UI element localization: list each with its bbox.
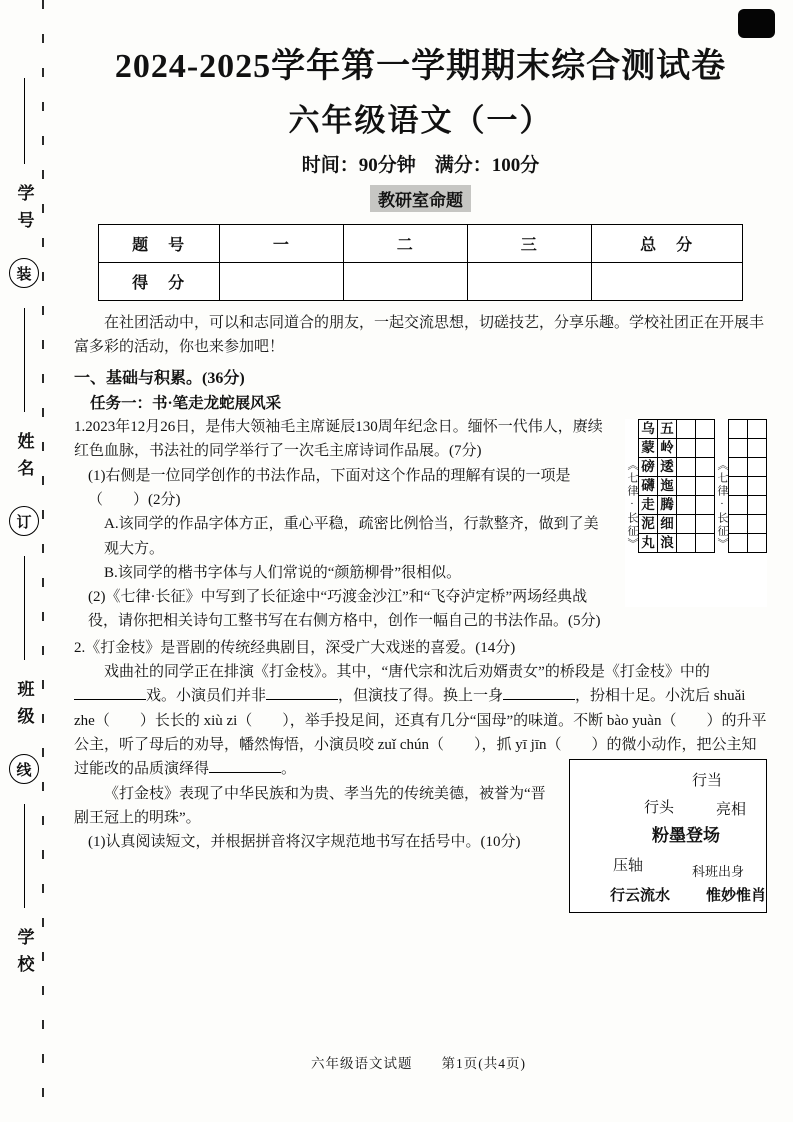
calligraphy-cell: 五	[657, 419, 677, 439]
binding-char-ding: 订	[9, 506, 39, 536]
calligraphy-cell	[728, 533, 748, 553]
q2-text-segment: 戏曲社的同学正在排演《打金枝》。其中，“唐代宗和沈后劝婿责女”的桥段是《打金枝》中的	[104, 664, 710, 681]
field-blank-line	[24, 804, 25, 908]
word-bank-item: 亮相	[716, 802, 747, 819]
field-blank-line	[24, 308, 25, 412]
calligraphy-cell	[747, 533, 767, 553]
calligraphy-cell: 泥	[638, 514, 658, 534]
calligraphy-cell	[676, 533, 696, 553]
calligraphy-cell	[728, 438, 748, 458]
word-bank-item: 压轴	[613, 858, 644, 875]
score-row-label: 得 分	[99, 262, 220, 300]
calligraphy-column-line2	[638, 419, 658, 553]
calligraphy-cell	[695, 533, 715, 553]
calligraphy-cell: 迤	[657, 476, 677, 496]
score-table	[98, 224, 743, 301]
calligraphy-cell: 浪	[657, 533, 677, 553]
q2-text-segment: 戏。小演员们并非	[146, 688, 267, 705]
q2-stem: 2.《打金枝》是晋剧的传统经典剧目，深受广大戏迷的喜爱。(14分)	[74, 639, 516, 656]
calligraphy-cell	[676, 457, 696, 477]
student-info-stack	[8, 78, 40, 982]
calligraphy-empty-column	[695, 419, 715, 553]
question-1	[74, 415, 767, 634]
section-1-heading: 一、基础与积累。(36分)	[74, 370, 245, 388]
calligraphy-cell: 走	[638, 495, 658, 515]
calligraphy-cell	[676, 495, 696, 515]
binding-sidebar	[0, 0, 56, 1122]
calligraphy-title-label: 《七律·长征》	[626, 459, 638, 552]
q1-sub2: (2)《七律·长征》中写到了长征途中“巧渡金沙江”和“飞夺泸定桥”两场经典战役，请你把相关诗句工整书写在右侧方格中，创作一幅自己的书法作品。(5分)	[88, 589, 601, 630]
score-header-cell: 二	[344, 224, 468, 262]
student-field-label-xuexiao: 学校	[14, 928, 34, 982]
word-bank-item: 惟妙惟肖	[706, 888, 767, 905]
score-empty-cell	[220, 262, 344, 300]
calligraphy-title-label: 《七律·长征》	[716, 459, 728, 552]
task-1-heading: 任务一：书·笔走龙蛇展风采	[90, 395, 282, 413]
score-header-cell: 题 号	[99, 224, 220, 262]
calligraphy-cell: 腾	[657, 495, 677, 515]
binding-dashed-line	[42, 0, 44, 1122]
page-title: 2024-2025学年第一学期期末综合测试卷	[114, 48, 727, 85]
field-blank-line	[24, 78, 25, 164]
calligraphy-cell	[747, 476, 767, 496]
q2-text-segment: ，但演技了得。换上一身	[338, 688, 504, 705]
calligraphy-cell: 蒙	[638, 438, 658, 458]
calligraphy-cell: 礴	[638, 476, 658, 496]
q1-sub1: (1)右侧是一位同学创作的书法作品，下面对这个作品的理解有误的一项是（ ）(2分)	[88, 467, 571, 508]
binding-char-xian: 线	[9, 754, 39, 784]
field-blank-line	[24, 556, 25, 660]
intro-text: 在社团活动中，可以和志同道合的朋友，一起交流思想，切磋技艺，分享乐趣。学校社团正在开展丰富多彩的活动，你也来参加吧！	[74, 314, 765, 355]
calligraphy-work	[625, 419, 767, 607]
calligraphy-cell	[747, 438, 767, 458]
q2-text-segment: 的微小动作，把公主知过能改的品质演绎得	[74, 736, 757, 778]
q2-text-segment: ，扮相十足。小沈后 shuǎi zhe（ ）长长的 xiù zi（ ），举手投足间，还真有几分“国母”的味道。不断 bào yuàn（ ）的升平公主，听了母后的劝导，幡然悔悟，小演员咬 zuǐ chún（ ），抓 yī jīn（ ）	[74, 688, 767, 753]
q1-stem: 1.2023年12月26日，是伟大领袖毛主席诞辰130周年纪念日。缅怀一代伟人，赓续红色血脉，书法社的同学举行了一次毛主席诗词作品展。(7分)	[74, 419, 603, 460]
calligraphy-cell	[728, 514, 748, 534]
page-subtitle: 六年级语文（一）	[288, 102, 553, 138]
calligraphy-cell	[695, 514, 715, 534]
calligraphy-cell	[695, 438, 715, 458]
calligraphy-cell	[695, 419, 715, 439]
q2-sub1: (1)认真阅读短文，并根据拼音将汉字规范地书写在括号中。(10分)	[88, 834, 521, 851]
word-bank-item: 粉墨登场	[652, 826, 720, 846]
fill-in-blank	[266, 686, 338, 700]
calligraphy-cell	[747, 514, 767, 534]
score-header-cell: 一	[220, 224, 344, 262]
word-bank-item: 行云流水	[610, 888, 671, 905]
print-corner-mark	[738, 9, 775, 38]
student-field-label-banji: 班级	[14, 680, 34, 734]
q1-option-a: A.该同学的作品字体方正，重心平稳，疏密比例恰当，行款整齐，做到了美观大方。	[104, 516, 599, 557]
score-header-cell: 三	[468, 224, 592, 262]
calligraphy-cell: 丸	[638, 533, 658, 553]
word-bank-item: 行头	[644, 800, 675, 817]
calligraphy-column-line1	[657, 419, 677, 553]
calligraphy-cell	[728, 419, 748, 439]
calligraphy-cell	[728, 495, 748, 515]
calligraphy-cell	[676, 438, 696, 458]
fill-in-blank	[209, 759, 281, 773]
q1-option-b: B.该同学的楷书字体与人们常说的“颜筋柳骨”很相似。	[104, 564, 462, 581]
calligraphy-cell	[747, 495, 767, 515]
score-header-cell: 总 分	[592, 224, 743, 262]
word-bank-item: 科班出身	[692, 864, 745, 880]
calligraphy-cell	[747, 419, 767, 439]
calligraphy-empty-column	[676, 419, 696, 553]
student-field-label-xuehao: 学号	[14, 184, 34, 238]
student-field-label-xingming: 姓名	[14, 432, 34, 486]
exam-page	[62, 0, 793, 905]
binding-char-zhuang: 装	[9, 258, 39, 288]
calligraphy-cell: 乌	[638, 419, 658, 439]
calligraphy-empty-column	[728, 419, 748, 553]
fill-in-blank	[74, 686, 146, 700]
footer-text: 六年级语文试题 第1页(共4页)	[311, 1056, 526, 1071]
exam-meta: 时间：90分钟 满分：100分	[301, 154, 540, 176]
calligraphy-cell: 细	[657, 514, 677, 534]
calligraphy-empty-column	[747, 419, 767, 553]
calligraphy-cell	[695, 495, 715, 515]
calligraphy-cell	[676, 514, 696, 534]
q2-closing: 《打金枝》表现了中华民族和为贵、孝当先的传统美德，被誉为“晋剧王冠上的明珠”。	[74, 785, 546, 826]
calligraphy-cell	[728, 476, 748, 496]
word-bank-item: 行当	[692, 773, 723, 790]
score-empty-cell	[592, 262, 743, 300]
calligraphy-cell: 逶	[657, 457, 677, 477]
calligraphy-cell	[695, 457, 715, 477]
calligraphy-cell: 磅	[638, 457, 658, 477]
calligraphy-cell	[695, 476, 715, 496]
question-2	[74, 636, 767, 905]
score-empty-cell	[468, 262, 592, 300]
score-empty-cell	[344, 262, 468, 300]
word-bank	[569, 759, 767, 913]
calligraphy-cell	[747, 457, 767, 477]
publisher-badge: 教研室命题	[370, 185, 471, 212]
calligraphy-cell	[728, 457, 748, 477]
calligraphy-cell	[676, 419, 696, 439]
fill-in-blank	[503, 686, 575, 700]
calligraphy-cell: 岭	[657, 438, 677, 458]
calligraphy-cell	[676, 476, 696, 496]
q2-text-segment: 。	[281, 761, 297, 778]
